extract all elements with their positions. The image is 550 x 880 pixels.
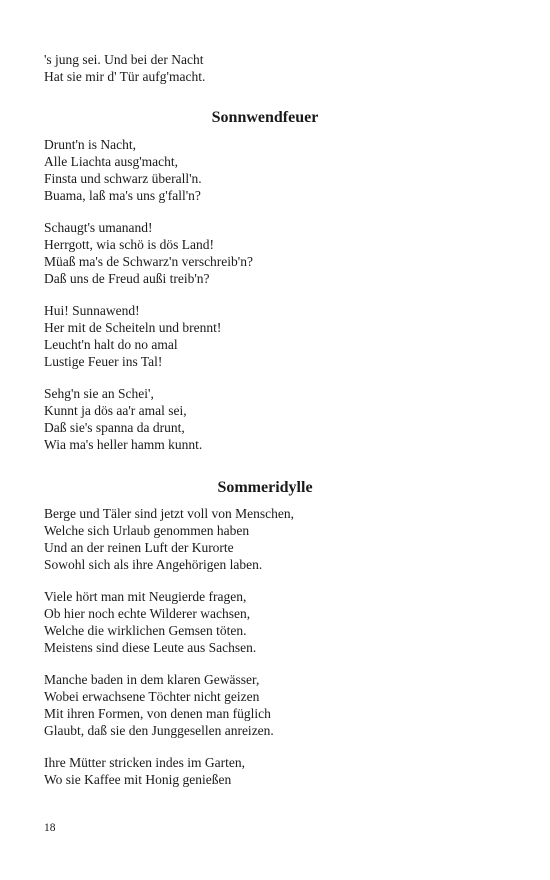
poem-line: Her mit de Scheiteln und brennt! — [44, 320, 222, 335]
poem-line: Buama, laß ma's uns g'fall'n? — [44, 188, 201, 203]
poem-line: Ob hier noch echte Wilderer wachsen, — [44, 606, 251, 621]
poem-line: Kunnt ja dös aa'r amal sei, — [44, 403, 187, 418]
poem-line: Glaubt, daß sie den Junggesellen anreizen. — [44, 723, 274, 738]
poem-line: 's jung sei. Und bei der Nacht — [44, 52, 204, 67]
poem-line: Hui! Sunnawend! — [44, 303, 140, 318]
poem-title: Sommeridylle — [217, 479, 313, 496]
poem-line: Meistens sind diese Leute aus Sachsen. — [44, 640, 257, 655]
poem-line: Schaugt's umanand! — [44, 220, 153, 235]
poem-line: Finsta und schwarz überall'n. — [44, 171, 202, 186]
poem-line: Wo sie Kaffee mit Honig genießen — [44, 772, 232, 787]
poem-line: Welche sich Urlaub genommen haben — [44, 523, 250, 538]
poem-title: Sonnwendfeuer — [211, 109, 319, 126]
poem-line: Herrgott, wia schö is dös Land! — [44, 237, 214, 252]
poem-line: Sowohl sich als ihre Angehörigen laben. — [44, 557, 263, 572]
poem-line: Hat sie mir d' Tür aufg'macht. — [44, 69, 206, 84]
poem-line: Sehg'n sie an Schei', — [44, 386, 154, 401]
page-number: 18 — [44, 822, 56, 834]
poem-line: Leucht'n halt do no amal — [44, 337, 178, 352]
poem-line: Drunt'n is Nacht, — [44, 137, 137, 152]
poem-line: Ihre Mütter stricken indes im Garten, — [44, 755, 245, 770]
poem-line: Müaß ma's de Schwarz'n verschreib'n? — [44, 254, 253, 269]
poem-line: Berge und Täler sind jetzt voll von Menschen, — [44, 506, 294, 521]
poem-line: Und an der reinen Luft der Kurorte — [44, 540, 234, 555]
poem-line: Wia ma's heller hamm kunnt. — [44, 437, 203, 452]
poem-line: Daß uns de Freud außi treib'n? — [44, 271, 210, 286]
poem-line: Wobei erwachsene Töchter nicht geizen — [44, 689, 260, 704]
poem-line: Alle Liachta ausg'macht, — [44, 154, 179, 169]
poem-line: Daß sie's spanna da drunt, — [44, 420, 185, 435]
poem-line: Welche die wirklichen Gemsen töten. — [44, 623, 247, 638]
poem-line: Mit ihren Formen, von denen man füglich — [44, 706, 271, 721]
poem-line: Manche baden in dem klaren Gewässer, — [44, 672, 260, 687]
poem-line: Lustige Feuer ins Tal! — [44, 354, 163, 369]
poem-line: Viele hört man mit Neugierde fragen, — [44, 589, 247, 604]
